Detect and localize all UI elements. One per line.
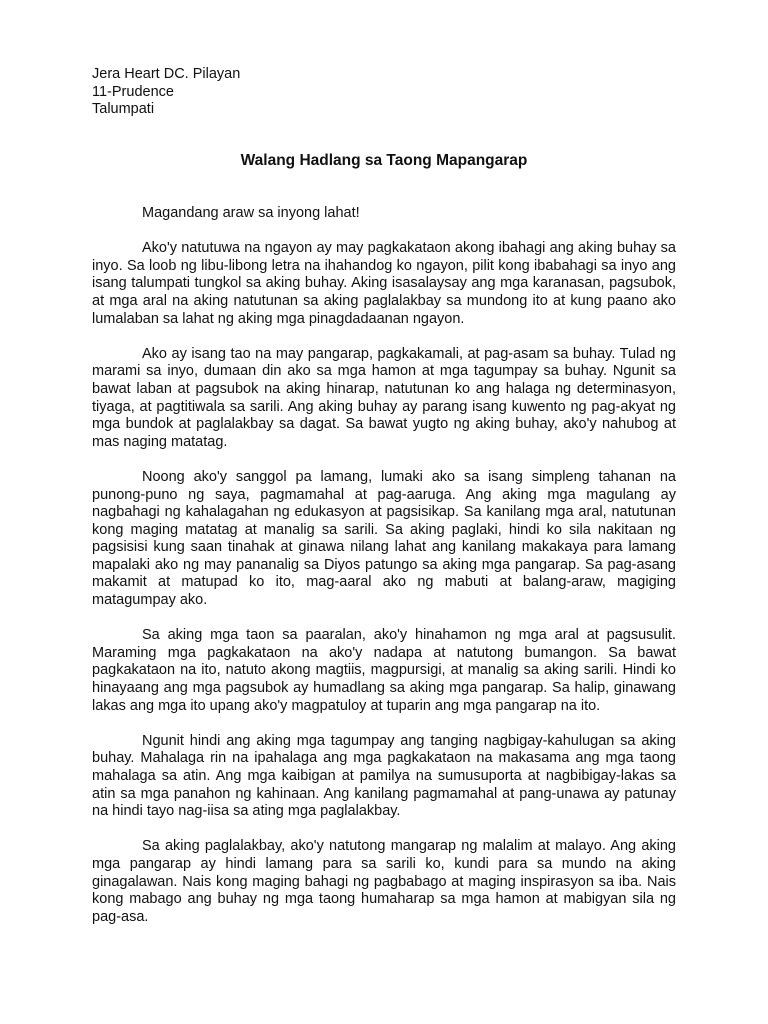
author-name: Jera Heart DC. Pilayan	[92, 66, 241, 82]
speech-title: Walang Hadlang sa Taong Mapangarap	[240, 152, 528, 169]
paragraph-greeting: Magandang araw sa inyong lahat!	[142, 205, 360, 221]
paragraph: Ako'y natutuwa na ngayon ay may pagkakataon akong ibahagi ang aking buhay sa inyo. Sa loob ng libu-libong letra na ihahandog ko ngayon, pilit kong ibabahagi sa inyo ang isang talumpati tungkol sa aking buhay. Aking isasalaysay ang mga karanasan, pagsubok, at mga aral na aking natutunan sa aking paglalakbay sa mundong ito at kung paano ako lumalaban sa lahat ng aking mga pinagdadaanan ngayon.	[92, 240, 676, 327]
header-block	[92, 66, 240, 119]
document-type: Talumpati	[92, 101, 155, 118]
speech-body	[92, 205, 676, 944]
paragraph: Ngunit hindi ang aking mga tagumpay ang tanging nagbigay-kahulugan sa aking buhay. Mahalaga rin na ipahalaga ang mga pagkakataon na makasama ang mga taong mahalaga sa atin. Ang mga kaibigan at pamilya na sumusuporta at nagbibigay-lakas sa atin sa mga panahon ng kahinaan. Ang kanilang pagmamahal at pang-unawa ay patunay na hindi tayo nag-iisa sa ating mga paglalakbay.	[92, 732, 676, 820]
section-name: 11-Prudence	[92, 83, 174, 100]
paragraph: Sa aking mga taon sa paaralan, ako'y hinahamon ng mga aral at pagsusulit. Maraming mga pagkakataon na ako'y nadapa at natutong bumangon. Sa bawat pagkakataon na ito, natuto akong magtiis, magpursigi, at manalig sa aking sarili. Hindi ko hinayaang ang mga pagsubok ay humadlang sa aking mga pangarap. Sa halip, ginawang lakas ang mga ito upang ako'y magpatuloy at tuparin ang mga pangarap na ito.	[92, 627, 676, 714]
paragraph: Sa aking paglalakbay, ako'y natutong mangarap ng malalim at malayo. Ang aking mga pangarap ay hindi lamang para sa sarili ko, kundi para sa mundo na aking ginagalawan. Nais kong maging bahagi ng pagbabago at maging inspirasyon sa iba. Nais kong mabago ang buhay ng mga taong humaharap sa mga hamon at mabigyan sila ng pag-asa.	[92, 838, 676, 925]
paragraph: Noong ako'y sanggol pa lamang, lumaki ako sa isang simpleng tahanan na punong-puno ng saya, pagmamahal at pag-aaruga. Ang aking mga magulang ay nagbahagi ng kahalagahan ng edukasyon at pagsisikap. Sa kanilang mga aral, natutunan kong maging matatag at manalig sa sarili. Sa aking paglaki, hindi ko sila nakitaan ng pagsisisi kung saan tinahak at ginawa nilang lahat ang kanilang makakaya para lamang mapalaki ako ng may pananalig sa Diyos patungo sa aking mga pangarap. Sa pag-asang makamit at matupad ko ito, mag-aaral ako ng mabuti at balang-araw, magiging matagumpay ako.	[92, 468, 676, 609]
paragraph: Ako ay isang tao na may pangarap, pagkakamali, at pag-asam sa buhay. Tulad ng marami sa inyo, dumaan din ako sa mga hamon at mga tagumpay sa buhay. Ngunit sa bawat laban at pagsubok na aking hinarap, natutunan ko ang halaga ng determinasyon, tiyaga, at pagtitiwala sa sarili. Ang aking buhay ay parang isang kuwento ng pag-akyat ng mga bundok at paglalakbay sa dagat. Sa bawat yugto ng aking buhay, ako'y nahubog at mas naging matatag.	[92, 345, 676, 450]
